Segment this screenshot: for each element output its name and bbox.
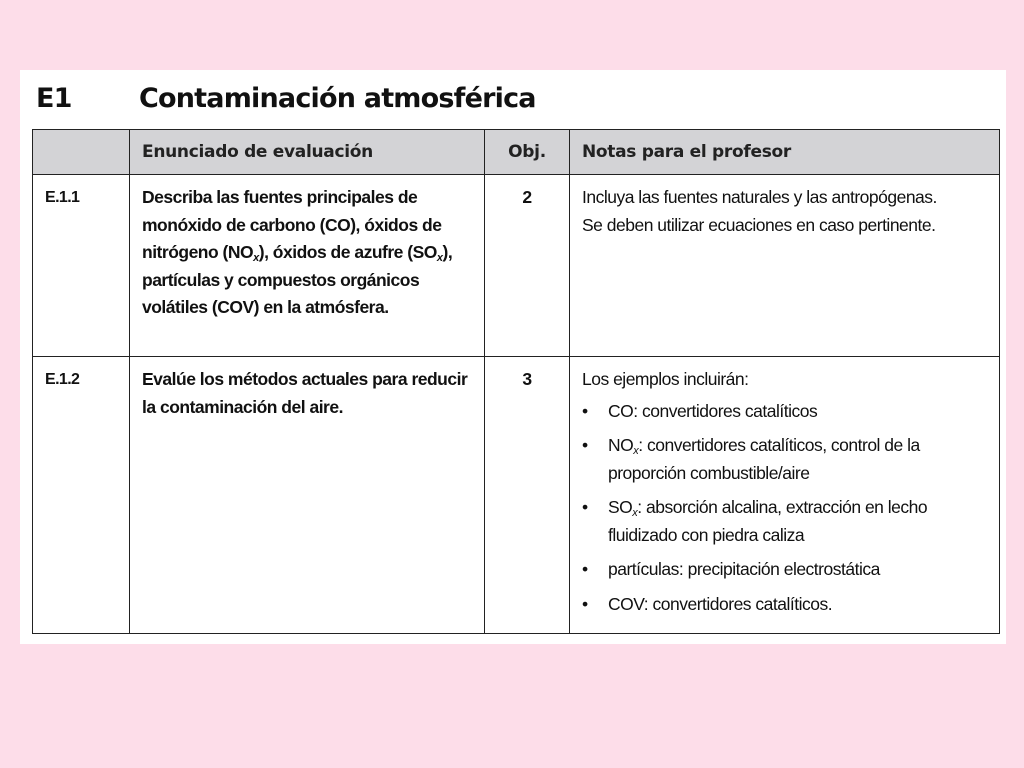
- header-statement: Enunciado de evaluación: [130, 130, 485, 175]
- header-objective: Obj.: [485, 130, 570, 175]
- list-item-text: CO: convertidores catalíticos: [608, 400, 818, 421]
- section-code: E1: [36, 82, 72, 114]
- row-notes: [570, 175, 1000, 357]
- list-item: [582, 494, 989, 549]
- row-code: E.1.1: [33, 175, 130, 357]
- section-heading: [36, 78, 536, 118]
- row-objective: 2: [485, 175, 570, 357]
- row-statement: [130, 175, 485, 357]
- bullet-icon: •: [582, 435, 588, 455]
- subscript-x: x: [633, 445, 639, 457]
- row-notes: [570, 357, 1000, 634]
- list-item-text: : absorción alcalina, extracción en lecho fluidizado con piedra caliza: [608, 497, 928, 545]
- row-statement: Evalúe los métodos actuales para reducir la contaminación del aire.: [130, 357, 485, 634]
- notes-line: Se deben utilizar ecuaciones en caso pertinente.: [582, 214, 936, 235]
- header-code: [33, 130, 130, 175]
- section-title: Contaminación atmosférica: [139, 82, 536, 114]
- list-item: [582, 432, 989, 487]
- table-header-row: [33, 130, 1000, 175]
- bullet-icon: •: [582, 559, 588, 579]
- document-panel: [20, 70, 1006, 644]
- subscript-x: x: [436, 252, 443, 264]
- list-item-text: partículas: precipitación electrostática: [608, 559, 880, 579]
- list-item: [582, 591, 989, 619]
- statement-text: ), óxidos de azufre (SO: [258, 242, 437, 262]
- bullet-icon: •: [582, 497, 588, 517]
- list-item: [582, 398, 989, 426]
- row-objective: 3: [485, 357, 570, 634]
- list-item-text: SO: [608, 497, 633, 517]
- notes-line: Incluya las fuentes naturales y las antropógenas.: [582, 187, 937, 207]
- list-item: [582, 556, 989, 584]
- table-row: [33, 175, 1000, 357]
- statement-text: Describa las fuentes principales de monóxido de carbono (CO), óxidos de nitrógeno (NO: [142, 187, 442, 262]
- header-notes: Notas para el profesor: [570, 130, 1000, 175]
- list-item-text: COV: convertidores catalíticos.: [608, 593, 833, 614]
- bullet-icon: •: [582, 593, 588, 614]
- subscript-x: x: [253, 252, 259, 264]
- examples-list: [582, 398, 989, 619]
- list-item-text: NO: [608, 435, 634, 455]
- notes-intro: Los ejemplos incluirán:: [582, 369, 749, 389]
- statement-text: ), partículas y compuestos orgánicos volátiles (COV) en la atmósfera.: [142, 242, 453, 317]
- bullet-icon: •: [582, 400, 588, 421]
- subscript-x: x: [632, 507, 638, 519]
- assessment-table: [32, 129, 1000, 634]
- list-item-text: : convertidores catalíticos, control de la proporción combustible/aire: [608, 435, 920, 483]
- row-code: E.1.2: [33, 357, 130, 634]
- table-row: [33, 357, 1000, 634]
